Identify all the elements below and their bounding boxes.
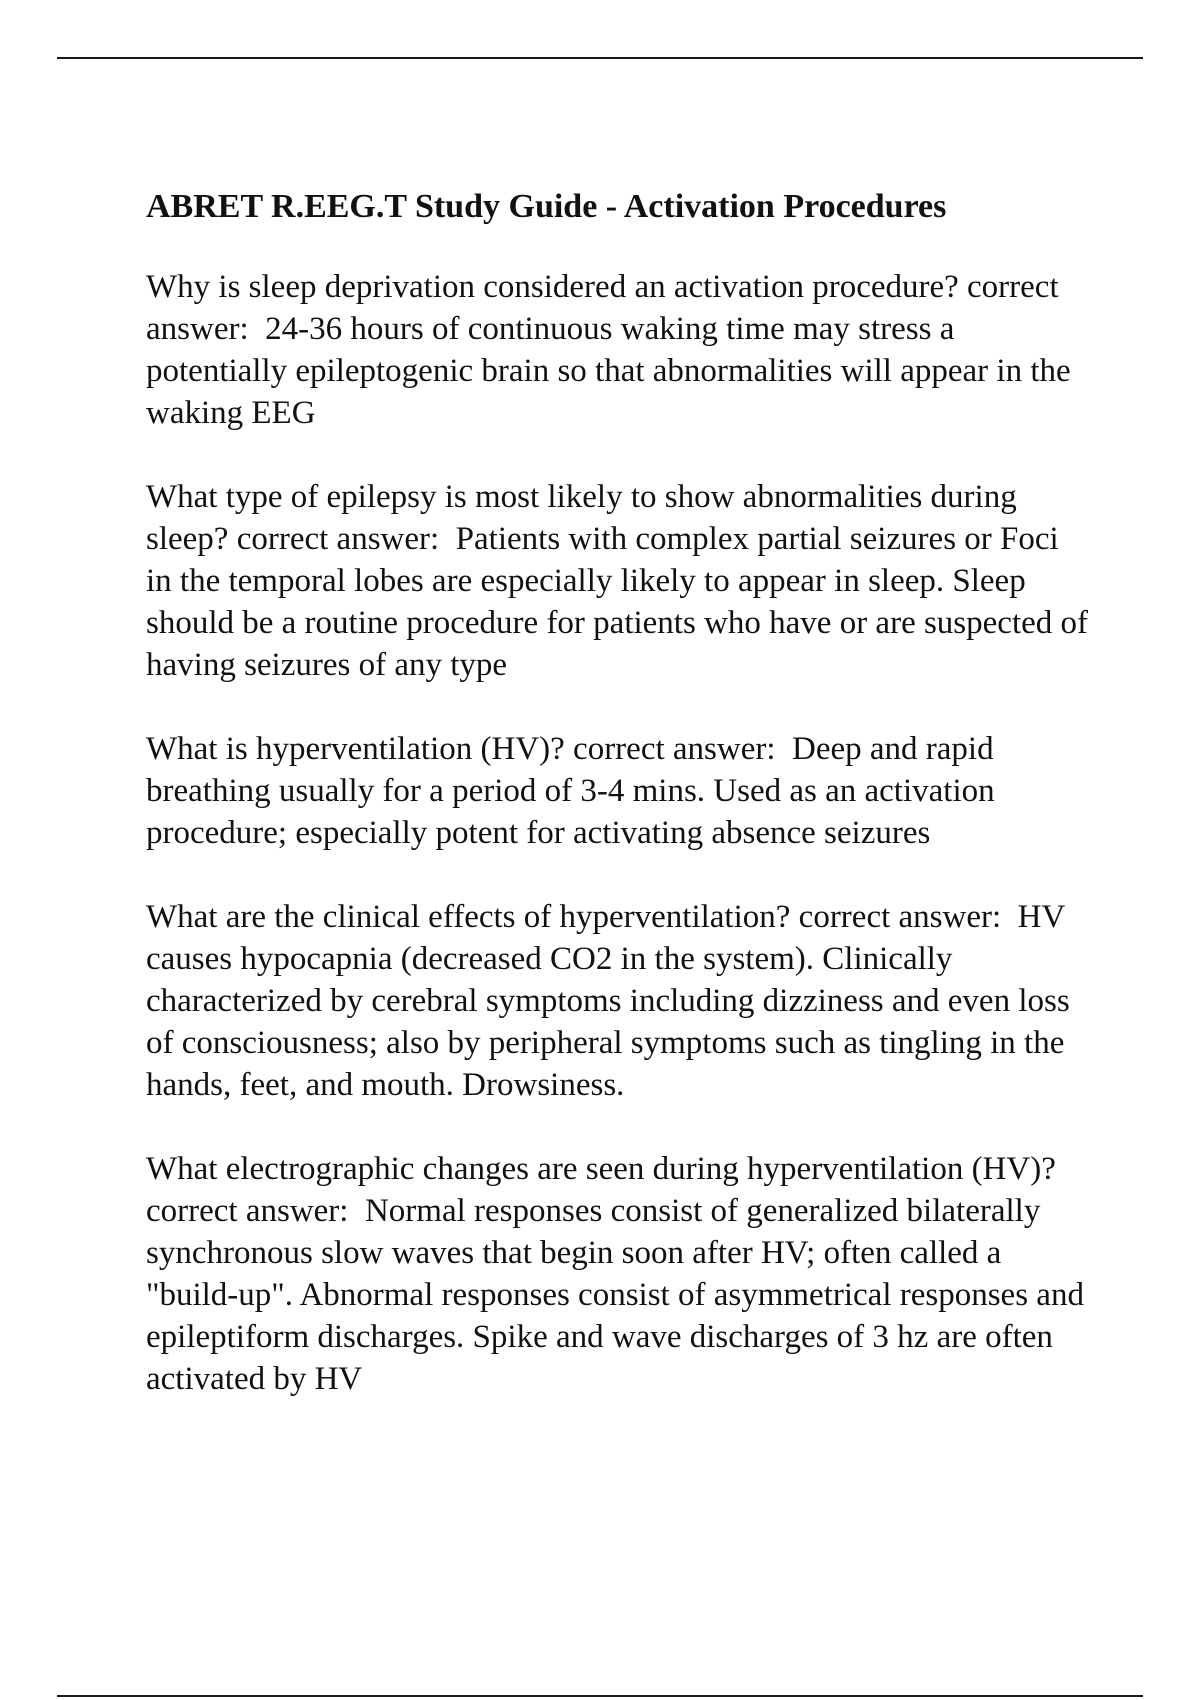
answer-text: Deep and rapid breathing usually for a period of 3-4 mins. Used as an activation procedure; especially potent for activating absence seizures xyxy=(146,731,995,851)
qa-entry xyxy=(146,728,1091,854)
qa-entry xyxy=(146,476,1091,686)
answer-text: 24-36 hours of continuous waking time may stress a potentially epileptogenic brain so that abnormalities will appear in the waking EEG xyxy=(146,311,1071,431)
question-text: What is hyperventilation (HV)? xyxy=(146,731,565,767)
bottom-divider xyxy=(57,1695,1143,1697)
answer-text: Normal responses consist of generalized bilaterally synchronous slow waves that begin soon after HV; often called a "build-up". Abnormal responses consist of asymmetrical responses and epileptiform discharges. Spike and wave discharges of 3 hz are often activated by HV xyxy=(146,1193,1084,1397)
answer-label: correct answer: xyxy=(146,269,1059,347)
study-guide-content xyxy=(146,186,1091,1442)
question-text: What are the clinical effects of hyperventilation? xyxy=(146,899,791,935)
answer-label: correct answer: xyxy=(573,731,776,767)
question-text: Why is sleep deprivation considered an activation procedure? xyxy=(146,269,959,305)
question-text: What electrographic changes are seen during hyperventilation (HV)? xyxy=(146,1151,1056,1187)
top-divider xyxy=(57,57,1143,59)
answer-label: correct answer: xyxy=(798,899,1002,935)
answer-text: HV causes hypocapnia (decreased CO2 in the system). Clinically characterized by cerebral symptoms including dizziness and even loss of consciousness; also by peripheral symptoms such as tingling in the hands, feet, and mouth. Drowsiness. xyxy=(146,899,1070,1103)
qa-entry xyxy=(146,896,1091,1106)
qa-entry xyxy=(146,266,1091,434)
question-text: What type of epilepsy is most likely to show abnormalities during sleep? xyxy=(146,479,1017,557)
answer-text: Patients with complex partial seizures or Foci in the temporal lobes are especially likely to appear in sleep. Sleep should be a routine procedure for patients who have or are suspected of having seizures of any type xyxy=(146,521,1088,683)
document-title: ABRET R.EEG.T Study Guide - Activation Procedures xyxy=(146,188,947,225)
qa-entry xyxy=(146,1148,1091,1400)
answer-label: correct answer: xyxy=(236,521,440,557)
answer-label: correct answer: xyxy=(146,1193,349,1229)
